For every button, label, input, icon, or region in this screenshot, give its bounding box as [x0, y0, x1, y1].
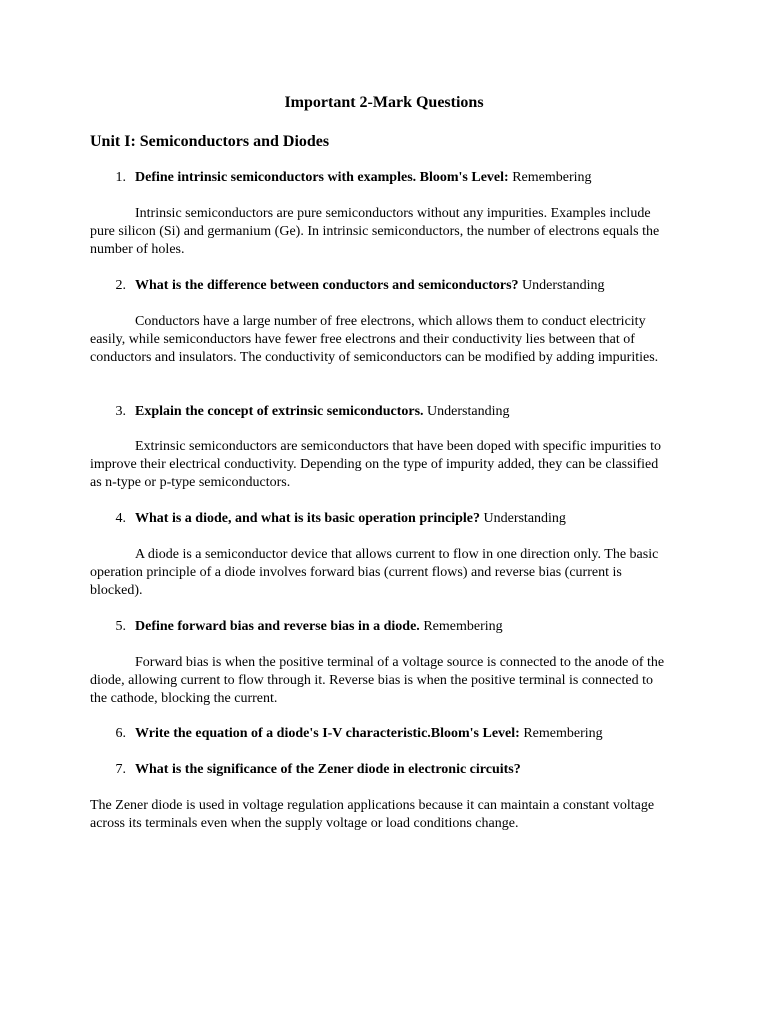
answer-3: Extrinsic semiconductors are semiconductors that have been doped with specific impurities to improve their electrical conductivity. Depending on the type of impurity added, they can be classified as n-type or p-type semiconductors.	[90, 439, 662, 490]
answer-7: The Zener diode is used in voltage regulation applications because it can maintain a constant voltage across its terminals even when the supply voltage or load conditions change.	[90, 798, 655, 831]
question-text: Define intrinsic semiconductors with examples. Bloom's Level:	[135, 170, 509, 185]
question-text: Define forward bias and reverse bias in a diode.	[135, 619, 420, 634]
question-text: What is the difference between conductors and semiconductors?	[135, 278, 519, 293]
blooms-level: Understanding	[518, 278, 605, 293]
question-number: 3.	[115, 404, 126, 419]
blooms-level: Remembering	[519, 726, 603, 741]
document-title: Important 2-Mark Questions	[284, 94, 484, 111]
question-number: 7.	[115, 762, 126, 777]
blooms-level: Remembering	[508, 170, 592, 185]
question-number: 1.	[115, 170, 126, 185]
question-number: 4.	[115, 511, 126, 526]
answer-5: Forward bias is when the positive terminal of a voltage source is connected to the anode of the diode, allowing current to flow through it. Reverse bias is when the positive terminal is connected to the cathode, blocking the current.	[90, 655, 665, 706]
question-text: Write the equation of a diode's I-V characteristic.Bloom's Level:	[135, 726, 520, 741]
question-text: Explain the concept of extrinsic semiconductors.	[135, 404, 424, 419]
blooms-level: Remembering	[419, 619, 503, 634]
unit-heading: Unit I: Semiconductors and Diodes	[90, 133, 330, 150]
blooms-level: Understanding	[423, 404, 510, 419]
answer-4: A diode is a semiconductor device that allows current to flow in one direction only. The basic operation principle of a diode involves forward bias (current flows) and reverse bias (current is blocked).	[90, 547, 659, 598]
answer-1: Intrinsic semiconductors are pure semiconductors without any impurities. Examples include pure silicon (Si) and germanium (Ge). In intrinsic semiconductors, the number of electrons equals the number of holes.	[90, 206, 660, 257]
question-number: 5.	[115, 619, 126, 634]
question-number: 6.	[115, 726, 126, 741]
question-number: 2.	[115, 278, 126, 293]
answer-2: Conductors have a large number of free electrons, which allows them to conduct electricity easily, while semiconductors have fewer free electrons and their conductivity lies between that of conductors and insulators. The conductivity of semiconductors can be modified by adding impurities.	[90, 314, 659, 365]
question-text: What is a diode, and what is its basic operation principle?	[135, 511, 480, 526]
blooms-level: Understanding	[480, 511, 566, 526]
question-text: What is the significance of the Zener diode in electronic circuits?	[135, 762, 521, 777]
